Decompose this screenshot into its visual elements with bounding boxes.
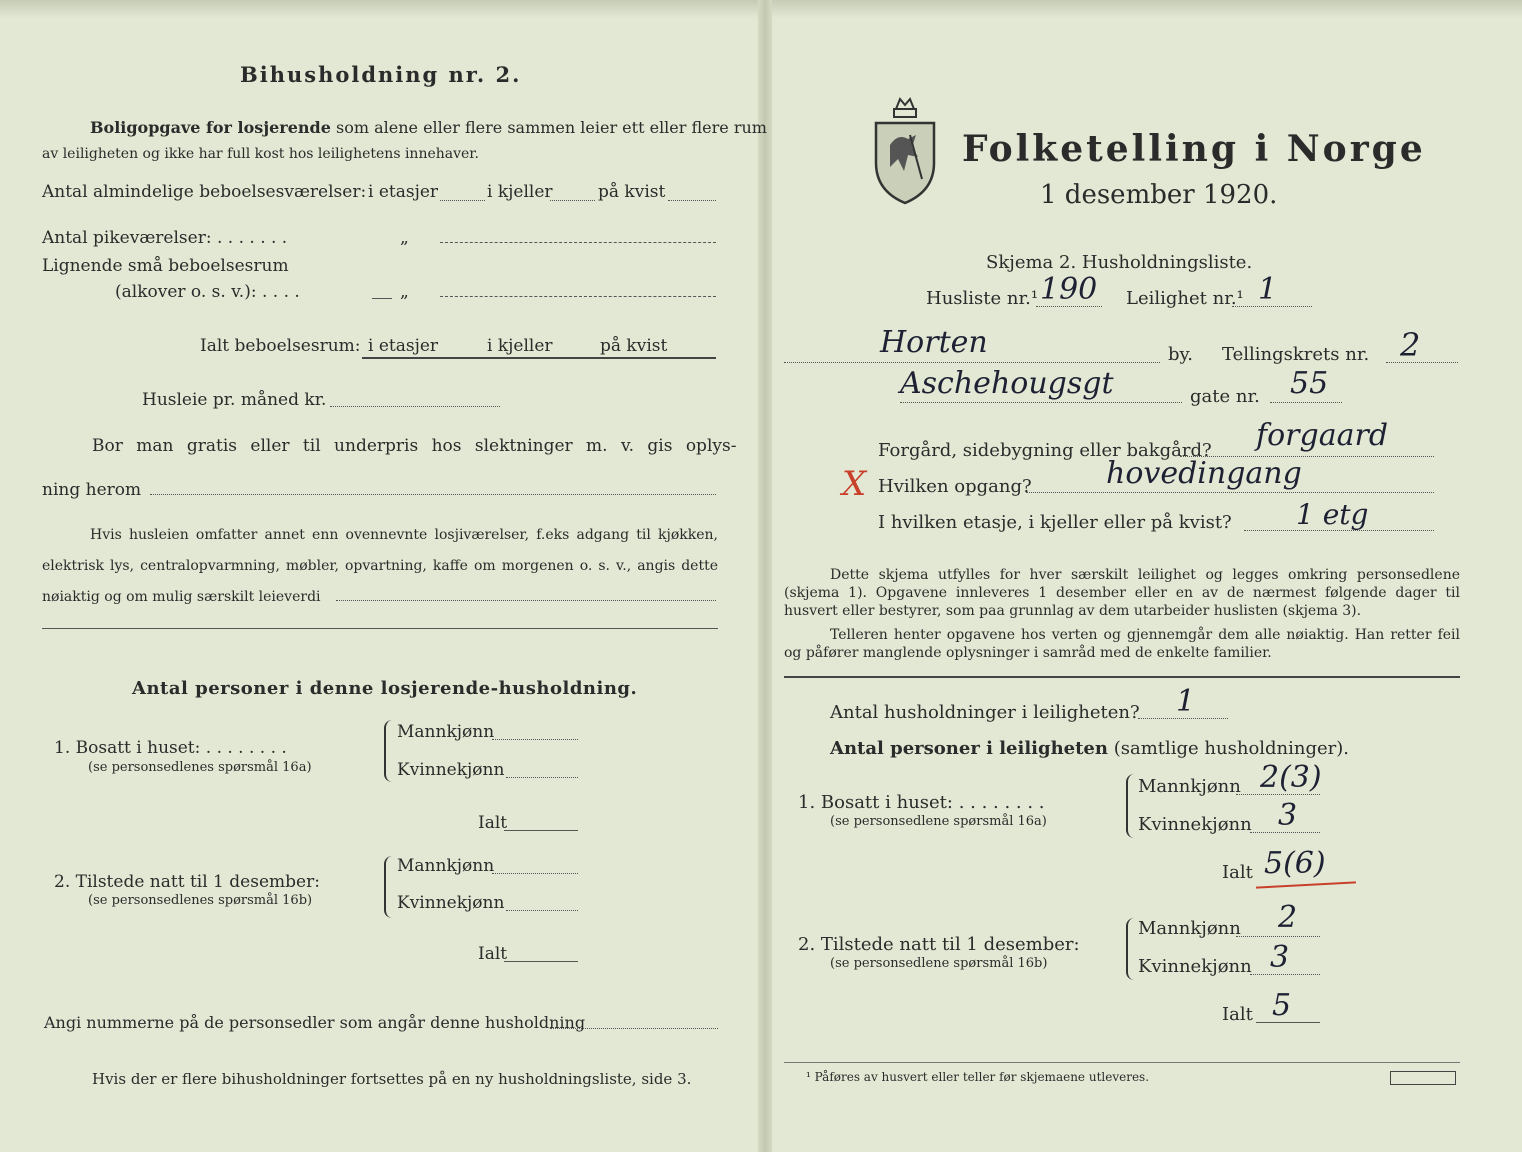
ialt-rum-label: Ialt beboelsesrum: <box>200 336 361 356</box>
left-q2-brace <box>384 856 392 918</box>
persons-heading-bold: Antal personer i leiligheten <box>830 738 1108 759</box>
right-q1-ialt: Ialt <box>1222 862 1253 883</box>
opgang-value: hovedingang <box>1106 456 1302 491</box>
right-q2-sub: (se personsedlene spørsmål 16b) <box>830 956 1048 971</box>
left-q1-mann: Mannkjønn <box>397 722 495 742</box>
gratis-line <box>150 494 716 495</box>
left-q1-kvinne-line <box>506 777 578 778</box>
etasje-line <box>1244 530 1434 531</box>
fortsettes-note: Hvis der er flere bihusholdninger fortsettes på en ny husholdningsliste, side 3. <box>92 1070 692 1088</box>
gate-nr-line <box>1270 402 1342 403</box>
printer-stamp-icon <box>1390 1071 1456 1085</box>
opgang-label: Hvilken opgang? <box>878 476 1032 497</box>
left-intro-line1 <box>90 118 767 137</box>
by-label: by. <box>1168 344 1194 365</box>
tellingskrets-line <box>1386 362 1458 363</box>
left-q2-kvinne-line <box>506 910 578 911</box>
left-title: Bihusholdning nr. 2. <box>240 62 522 87</box>
lignende-dash <box>372 298 392 299</box>
norway-coat-of-arms-icon <box>868 95 942 207</box>
persons-heading-rest: (samtlige husholdninger). <box>1113 738 1350 759</box>
right-q2-mann: Mannkjønn <box>1138 918 1241 939</box>
husleie-label: Husleie pr. måned kr. <box>142 390 327 410</box>
footnote-rule <box>784 1062 1460 1063</box>
by-value: Horten <box>880 325 988 360</box>
rooms-kjeller-line <box>550 200 595 201</box>
lignende-line <box>440 296 716 297</box>
page-fold <box>758 0 772 1152</box>
right-q1-kvinne: Kvinnekjønn <box>1138 814 1252 835</box>
gratis-line2: ning herom <box>42 480 142 500</box>
gate-line <box>900 402 1182 403</box>
right-q2-kvinne: Kvinnekjønn <box>1138 956 1252 977</box>
lignende-line1: Lignende små beboelsesrum <box>42 256 289 276</box>
angi-line <box>550 1028 718 1029</box>
husliste-label: Husliste nr.¹ <box>926 288 1039 309</box>
right-q1-sub: (se personsedlene spørsmål 16a) <box>830 814 1047 829</box>
left-intro-line2: av leiligheten og ikke har full kost hos leilighetens innehaver. <box>42 146 479 162</box>
leilighet-line <box>1232 306 1312 307</box>
hvis-paragraph: Hvis husleien omfatter annet enn ovennevnte losjiværelser, f.eks adgang til kjøkken, elektrisk lys, centralopvarmning, møbler, opvartning, kaffe om morgenen o. s. v., angis dette nøiaktig og om mulig særskilt leieverdi <box>42 527 718 605</box>
right-q1-label: 1. Bosatt i huset: . . . . . . . . <box>798 792 1045 813</box>
gratis-line1: Bor man gratis eller til underpris hos slektninger m. v. gis oplys- <box>92 436 737 456</box>
rooms-paa-kvist: på kvist <box>598 182 666 202</box>
lignende-line2: (alkover o. s. v.): . . . . <box>115 282 300 302</box>
rooms-i-kjeller: i kjeller <box>487 182 553 202</box>
right-persons-heading <box>830 738 1349 759</box>
left-persons-heading: Antal personer i denne losjerende-husholdning. <box>132 678 638 699</box>
etasje-label: I hvilken etasje, i kjeller eller på kvist? <box>878 512 1232 533</box>
hvis-line1 <box>336 600 716 601</box>
leilighet-value: 1 <box>1258 272 1278 307</box>
ialt-i-kjeller: i kjeller <box>487 336 553 356</box>
right-q2-mann-line <box>1236 936 1320 937</box>
hush-line <box>1138 718 1228 719</box>
intro-rest: som alene eller flere sammen leier ett eller flere rum <box>335 118 767 137</box>
left-q2-sub: (se personsedlenes spørsmål 16b) <box>88 893 313 908</box>
ialt-paa-kvist: på kvist <box>600 336 668 356</box>
right-q1-kvinne-value: 3 <box>1278 798 1298 833</box>
left-q2-ialt: Ialt <box>478 944 508 964</box>
right-q2-ialt-line <box>1256 1022 1320 1023</box>
hush-label: Antal husholdninger i leiligheten? <box>830 702 1140 723</box>
by-line <box>784 362 1160 363</box>
right-q2-label: 2. Tilstede natt til 1 desember: <box>798 934 1080 955</box>
left-q1-ialt: Ialt <box>478 813 508 833</box>
leilighet-label: Leilighet nr.¹ <box>1126 288 1244 309</box>
rooms-kvist-line <box>668 200 716 201</box>
left-q2-label: 2. Tilstede natt til 1 desember: <box>54 872 320 892</box>
left-q2-mann: Mannkjønn <box>397 856 495 876</box>
left-q2-ialt-line <box>504 961 578 962</box>
info-paragraph-1: Dette skjema utfylles for hver særskilt leilighet og legges omkring personsedlene (skjema 1). Opgavene innleveres 1 desember eller en av de nærmest følgende dager til husvert eller bestyrer, som paa grunnlag av dem utarbeider huslisten (skjema 3). <box>784 567 1460 619</box>
right-q1-ialt-red-line <box>1256 881 1356 888</box>
husliste-line <box>1036 306 1102 307</box>
opgang-line <box>1026 492 1434 493</box>
right-divider <box>784 676 1460 678</box>
form-title: Folketelling i Norge <box>962 128 1426 170</box>
right-q2-brace <box>1126 918 1134 980</box>
hush-value: 1 <box>1176 684 1196 719</box>
forgaard-value: forgaard <box>1256 418 1389 453</box>
gate-nr-value: 55 <box>1290 366 1329 401</box>
right-q1-kvinne-line <box>1250 832 1320 833</box>
left-q1-sub: (se personsedlenes spørsmål 16a) <box>88 760 312 775</box>
info-paragraph-2: Telleren henter opgavene hos verten og gjennemgår dem alle nøiaktig. Han retter feil og påfører manglende oplysninger i samråd med de enkelte familier. <box>784 627 1460 661</box>
lignende-ditto: „ <box>400 282 409 302</box>
skjema-label: Skjema 2. Husholdningsliste. <box>986 252 1253 273</box>
pike-label: Antal pikeværelser: . . . . . . . <box>42 228 288 248</box>
right-q1-mann-value: 2(3) <box>1260 760 1322 795</box>
right-q1-mann-line <box>1236 794 1320 795</box>
right-q2-ialt: Ialt <box>1222 1004 1253 1025</box>
left-q1-label: 1. Bosatt i huset: . . . . . . . . <box>54 738 287 758</box>
right-q2-mann-value: 2 <box>1278 900 1298 935</box>
pike-ditto: „ <box>400 228 409 248</box>
intro-bold: Boligopgave for losjerende <box>90 118 331 137</box>
ialt-i-etasjer: i etasjer <box>368 336 439 356</box>
rooms-i-etasjer: i etasjer <box>368 182 439 202</box>
left-q1-mann-line <box>492 739 578 740</box>
gate-value: Aschehougsgt <box>900 366 1114 401</box>
rooms-label: Antal almindelige beboelsesværelser: <box>42 182 367 202</box>
husliste-value: 190 <box>1040 272 1098 307</box>
ialt-rum-underline <box>362 357 716 359</box>
hvis-line2 <box>42 628 718 629</box>
right-q2-ialt-value: 5 <box>1272 988 1292 1023</box>
tellingskrets-value: 2 <box>1400 326 1421 364</box>
footnote-text: ¹ Påføres av husvert eller teller før skjemaene utleveres. <box>806 1070 1150 1084</box>
right-q2-kvinne-value: 3 <box>1270 940 1290 975</box>
forgaard-label: Forgård, sidebygning eller bakgård? <box>878 440 1212 461</box>
left-q1-kvinne: Kvinnekjønn <box>397 760 505 780</box>
right-q2-kvinne-line <box>1250 974 1320 975</box>
husleie-line <box>330 406 500 407</box>
left-q2-mann-line <box>492 873 578 874</box>
left-q2-kvinne: Kvinnekjønn <box>397 893 505 913</box>
right-q1-ialt-value: 5(6) <box>1264 846 1326 881</box>
etasje-value: 1 etg <box>1296 498 1369 531</box>
form-date: 1 desember 1920. <box>1040 180 1278 210</box>
left-q1-ialt-line <box>504 830 578 831</box>
tellingskrets-label: Tellingskrets nr. <box>1222 344 1370 365</box>
opgang-check-mark: X <box>842 464 867 504</box>
right-q1-mann: Mannkjønn <box>1138 776 1241 797</box>
rooms-etasjer-line <box>440 200 485 201</box>
pike-line <box>440 242 716 243</box>
left-q1-brace <box>384 720 392 782</box>
gate-label: gate nr. <box>1190 386 1260 407</box>
right-q1-brace <box>1126 774 1134 838</box>
angi-label: Angi nummerne på de personsedler som angår denne husholdning <box>44 1013 586 1032</box>
